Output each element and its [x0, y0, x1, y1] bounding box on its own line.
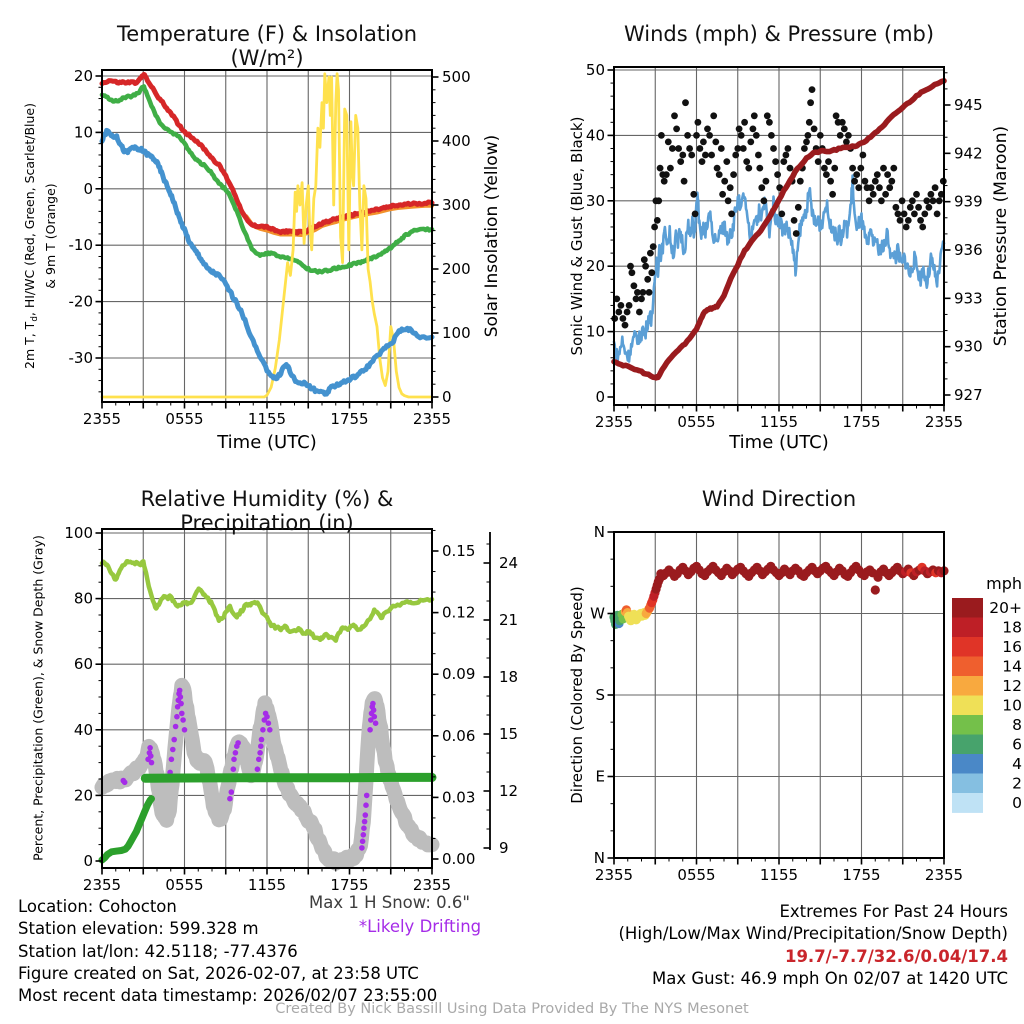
chart-title-winds: Winds (mph) & Pressure (mb) — [623, 22, 935, 46]
svg-text:2355: 2355 — [82, 876, 122, 894]
svg-text:400: 400 — [442, 132, 471, 150]
svg-text:14: 14 — [1002, 657, 1022, 676]
svg-text:1755: 1755 — [842, 866, 881, 884]
ylabel-direction: Direction (Colored By Speed) — [568, 586, 586, 804]
svg-text:E: E — [595, 767, 605, 786]
svg-text:2355: 2355 — [412, 410, 452, 428]
ylabel-temp-line2: & 9m T (Orange) — [42, 183, 58, 289]
max-gust: Max Gust: 46.9 mph On 02/07 at 1420 UTC — [652, 968, 1008, 988]
svg-text:2355: 2355 — [594, 413, 634, 431]
svg-text:0555: 0555 — [165, 876, 204, 894]
svg-text:24: 24 — [499, 554, 519, 572]
svg-text:100: 100 — [442, 324, 471, 342]
svg-text:300: 300 — [442, 196, 471, 214]
svg-text:-30: -30 — [68, 349, 93, 367]
svg-text:0.03: 0.03 — [442, 788, 476, 807]
svg-text:1755: 1755 — [842, 413, 881, 431]
station-latlon: Station lat/lon: 42.5118; -77.4376 — [18, 941, 298, 961]
extremes-title: Extremes For Past 24 Hours — [779, 902, 1008, 921]
chart-title-temperature: Temperature (F) & Insolation (W/m²) — [116, 22, 418, 70]
svg-text:1155: 1155 — [759, 413, 799, 431]
svg-text:0.15: 0.15 — [442, 542, 476, 560]
svg-text:50: 50 — [585, 61, 605, 79]
svg-text:100: 100 — [64, 524, 93, 542]
svg-text:0.12: 0.12 — [442, 603, 476, 622]
svg-text:0.06: 0.06 — [442, 726, 476, 745]
svg-text:12: 12 — [1002, 676, 1022, 695]
svg-text:1155: 1155 — [247, 876, 287, 894]
svg-text:0555: 0555 — [677, 413, 716, 431]
svg-text:0: 0 — [1012, 793, 1022, 812]
xlabel-time-utc-right: Time (UTC) — [729, 432, 829, 453]
svg-text:20+: 20+ — [989, 598, 1022, 617]
ylabel-percent-precip-snow: Percent, Precipitation (Green), & Snow Depth (Gray) — [30, 535, 46, 861]
svg-text:0555: 0555 — [677, 866, 716, 884]
svg-text:2355: 2355 — [412, 876, 452, 894]
svg-text:8: 8 — [1012, 715, 1022, 734]
svg-text:0.09: 0.09 — [442, 665, 476, 684]
extremes-values: 19.7/-7.7/32.6/0.04/17.4 — [784, 946, 1008, 966]
svg-text:12: 12 — [499, 782, 519, 800]
svg-text:mph: mph — [986, 574, 1022, 593]
svg-text:945: 945 — [954, 96, 983, 114]
footer-credit: Created By Nick Bassill Using Data Provided By The NYS Mesonet — [275, 1001, 749, 1017]
svg-text:0: 0 — [83, 179, 93, 198]
svg-text:1755: 1755 — [330, 876, 369, 894]
svg-text:20: 20 — [585, 257, 605, 276]
svg-text:9: 9 — [499, 839, 509, 857]
data-timestamp: Most recent data timestamp: 2026/02/07 23:55:00 — [18, 986, 438, 1006]
ylabel-temp-part1: 2m T, T — [22, 321, 38, 369]
svg-text:2355: 2355 — [594, 866, 634, 884]
svg-text:30: 30 — [585, 191, 605, 210]
chart-title-humidity: Relative Humidity (%) & Precipitation (in) — [140, 487, 394, 535]
svg-text:0: 0 — [83, 852, 93, 870]
ylabel-station-pressure: Station Pressure (Maroon) — [991, 125, 1011, 347]
max-1h-snow-note: Max 1 H Snow: 0.6" — [308, 893, 470, 912]
ylabel-temp-sub: d — [29, 316, 40, 322]
xlabel-time-utc-left: Time (UTC) — [217, 432, 317, 453]
svg-text:0.00: 0.00 — [442, 850, 476, 868]
station-info-block — [18, 896, 437, 1007]
svg-text:60: 60 — [73, 655, 93, 674]
svg-text:0: 0 — [442, 388, 452, 406]
svg-text:930: 930 — [954, 337, 983, 356]
svg-text:N: N — [593, 849, 605, 867]
svg-text:S: S — [595, 686, 605, 704]
ylabel-sonic-wind: Sonic Wind & Gust (Blue, Black) — [568, 116, 586, 356]
likely-drifting-note: *Likely Drifting — [358, 917, 482, 936]
svg-text:2: 2 — [1012, 774, 1022, 793]
svg-text:80: 80 — [73, 589, 93, 608]
svg-text:N: N — [593, 523, 605, 541]
svg-text:1755: 1755 — [330, 410, 369, 428]
svg-text:W: W — [590, 604, 605, 623]
svg-text:1155: 1155 — [759, 866, 799, 884]
svg-text:2355: 2355 — [82, 410, 122, 428]
svg-text:10: 10 — [73, 123, 93, 142]
svg-text:927: 927 — [954, 386, 983, 404]
svg-text:-10: -10 — [68, 236, 93, 255]
extremes-block — [524, 901, 1008, 990]
extremes-subtitle: (High/Low/Max Wind/Precipitation/Snow Depth) — [618, 924, 1008, 944]
chart-title-wind-direction: Wind Direction — [701, 487, 857, 511]
figure-created: Figure created on Sat, 2026-02-07, at 23:58 UTC — [18, 963, 419, 983]
svg-text:15: 15 — [499, 725, 519, 743]
svg-text:1155: 1155 — [247, 410, 287, 428]
svg-text:942: 942 — [954, 144, 983, 163]
svg-text:500: 500 — [442, 68, 471, 86]
svg-text:933: 933 — [954, 289, 983, 308]
svg-text:4: 4 — [1012, 754, 1022, 773]
svg-text:20: 20 — [73, 786, 93, 805]
svg-text:6: 6 — [1012, 735, 1022, 754]
svg-text:18: 18 — [1002, 618, 1022, 637]
svg-text:2355: 2355 — [924, 413, 964, 431]
svg-text:40: 40 — [585, 126, 605, 145]
ylabel-temp-part2: , HI/WC (Red, Green, Scarlet/Blue) — [22, 103, 38, 317]
svg-text:10: 10 — [585, 322, 605, 341]
svg-text:40: 40 — [73, 720, 93, 739]
svg-text:0: 0 — [595, 388, 605, 406]
svg-text:10: 10 — [1002, 696, 1022, 715]
svg-text:16: 16 — [1002, 637, 1022, 656]
svg-text:200: 200 — [442, 260, 471, 278]
svg-text:0555: 0555 — [165, 410, 204, 428]
svg-text:2355: 2355 — [924, 866, 964, 884]
svg-text:936: 936 — [954, 241, 983, 259]
ylabel-solar-insolation: Solar Insolation (Yellow) — [482, 134, 502, 338]
station-location: Location: Cohocton — [18, 897, 177, 916]
svg-text:21: 21 — [499, 611, 519, 629]
svg-text:-20: -20 — [68, 292, 93, 311]
svg-text:18: 18 — [499, 668, 519, 686]
svg-text:939: 939 — [954, 192, 983, 211]
ylabel-temperature — [22, 103, 58, 369]
svg-text:20: 20 — [73, 67, 93, 85]
station-elevation: Station elevation: 599.328 m — [18, 919, 259, 939]
